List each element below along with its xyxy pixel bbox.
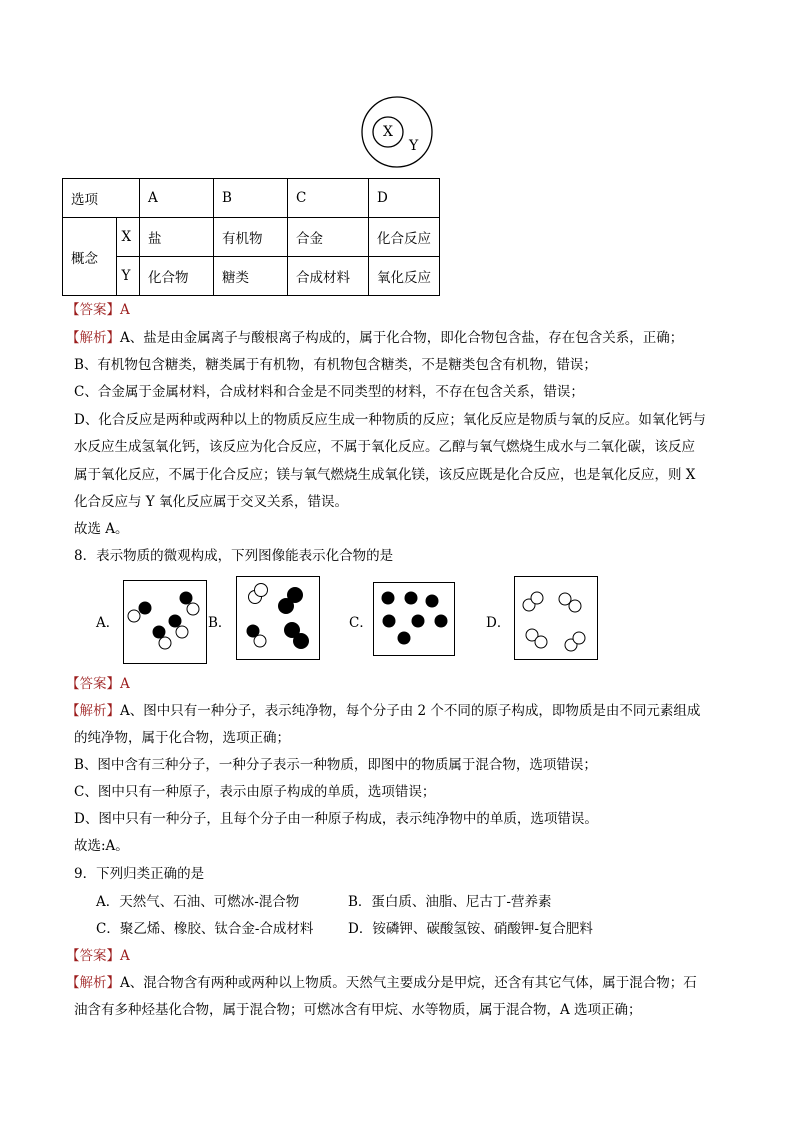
- q8-analysis-line: C、图中只有一种原子，表示由原子构成的单质，选项错误；: [74, 784, 436, 800]
- table-header-cell: A: [140, 179, 214, 218]
- q8-option-d-label: D．: [486, 615, 511, 631]
- q8-analysis-line: 的纯净物，属于化合物，选项正确；: [74, 730, 290, 746]
- table-cell: 化合物: [140, 257, 214, 296]
- venn-diagram: [358, 96, 436, 168]
- row-group-label: 概念: [63, 218, 117, 296]
- q9-answer: 【答案】A: [66, 948, 130, 964]
- q8-option-c-label: C．: [349, 615, 373, 631]
- table-row: [63, 218, 440, 257]
- q7-conclusion: 故选 A。: [74, 521, 129, 537]
- q8-option-b-label: B．: [208, 615, 232, 631]
- table-header-cell: D: [369, 179, 440, 218]
- q9-analysis-tag: 【解析】: [66, 975, 120, 991]
- q8-option-a-diagram: [123, 580, 207, 664]
- q9-stem: 9．下列归类正确的是: [74, 866, 205, 882]
- q8-analysis-line: 【解析】A、图中只有一种分子，表示纯净物，每个分子由 2 个不同的原子构成，即物质是由不同元素组成: [66, 703, 701, 719]
- venn-outer-label: Y: [409, 138, 419, 154]
- table-header-row: [63, 179, 440, 218]
- q9-option-a: A．天然气、石油、可燃冰-混合物: [96, 894, 300, 910]
- q8-analysis-line: D、图中只有一种分子，且每个分子由一种原子构成，表示纯净物中的单质，选项错误。: [74, 811, 598, 827]
- q8-option-a-label: A．: [96, 615, 120, 631]
- table-cell: 盐: [140, 218, 214, 257]
- q9-analysis-line: 油含有多种烃基化合物，属于混合物；可燃冰含有甲烷、水等物质，属于混合物，A 选项正确；: [74, 1002, 642, 1018]
- table-header-cell: B: [214, 179, 288, 218]
- table-header-cell: C: [288, 179, 369, 218]
- q8-answer: 【答案】A: [66, 676, 130, 692]
- q8-option-b-diagram: [236, 576, 320, 660]
- q7-answer: 【答案】A: [66, 302, 130, 318]
- row-key: Y: [116, 257, 139, 296]
- table-header-cell: 选项: [63, 179, 140, 218]
- table-cell: 糖类: [214, 257, 288, 296]
- q9-option-b: B．蛋白质、油脂、尼古丁-营养素: [348, 894, 552, 910]
- table-row: [63, 257, 440, 296]
- row-key: X: [116, 218, 139, 257]
- q7-analysis-line: 属于氧化反应，不属于化合反应；镁与氧气燃烧生成氧化镁，该反应既是化合反应，也是氧化反应，则 X: [74, 467, 696, 483]
- q8-analysis-tag: 【解析】: [66, 703, 120, 719]
- q7-analysis-line: C、合金属于金属材料，合成材料和合金是不同类型的材料，不存在包含关系，错误；: [74, 384, 584, 400]
- q9-analysis-line: 【解析】A、混合物含有两种或两种以上物质。天然气主要成分是甲烷，还含有其它气体，属于混合物；石: [66, 975, 697, 991]
- q8-analysis-line: B、图中含有三种分子，一种分子表示一种物质，即图中的物质属于混合物，选项错误；: [74, 757, 597, 773]
- venn-inner-label: X: [383, 124, 393, 140]
- q7-analysis-line: B、有机物包含糖类，糖类属于有机物，有机物包含糖类，不是糖类包含有机物，错误；: [74, 357, 597, 373]
- table-cell: 化合反应: [369, 218, 440, 257]
- q9-option-d: D．铵磷钾、碳酸氢铵、硝酸钾-复合肥料: [348, 921, 593, 937]
- table-cell: 合成材料: [288, 257, 369, 296]
- q8-conclusion: 故选:A。: [74, 838, 129, 854]
- q7-analysis-tag: 【解析】: [66, 330, 120, 346]
- q8-option-c-diagram: [373, 582, 455, 656]
- table-cell: 合金: [288, 218, 369, 257]
- table-cell: 氧化反应: [369, 257, 440, 296]
- q7-analysis-line: 水反应生成氢氧化钙，该反应为化合反应，不属于氧化反应。乙醇与氧气燃烧生成水与二氧化碳，该反应: [74, 439, 695, 455]
- q9-option-c: C．聚乙烯、橡胶、钛合金-合成材料: [96, 921, 314, 937]
- q8-option-d-diagram: [514, 576, 598, 660]
- q7-analysis-line: 化合反应与 Y 氧化反应属于交叉关系，错误。: [74, 494, 348, 510]
- q7-analysis-line: 【解析】A、盐是由金属离子与酸根离子构成的，属于化合物，即化合物包含盐，存在包含关系，正确；: [66, 330, 684, 346]
- concept-table: [62, 178, 440, 296]
- q7-analysis-line: D、化合反应是两种或两种以上的物质反应生成一种物质的反应；氧化反应是物质与氧的反应。如氧化钙与: [74, 412, 706, 428]
- q8-stem: 8．表示物质的微观构成，下列图像能表示化合物的是: [74, 548, 394, 564]
- table-cell: 有机物: [214, 218, 288, 257]
